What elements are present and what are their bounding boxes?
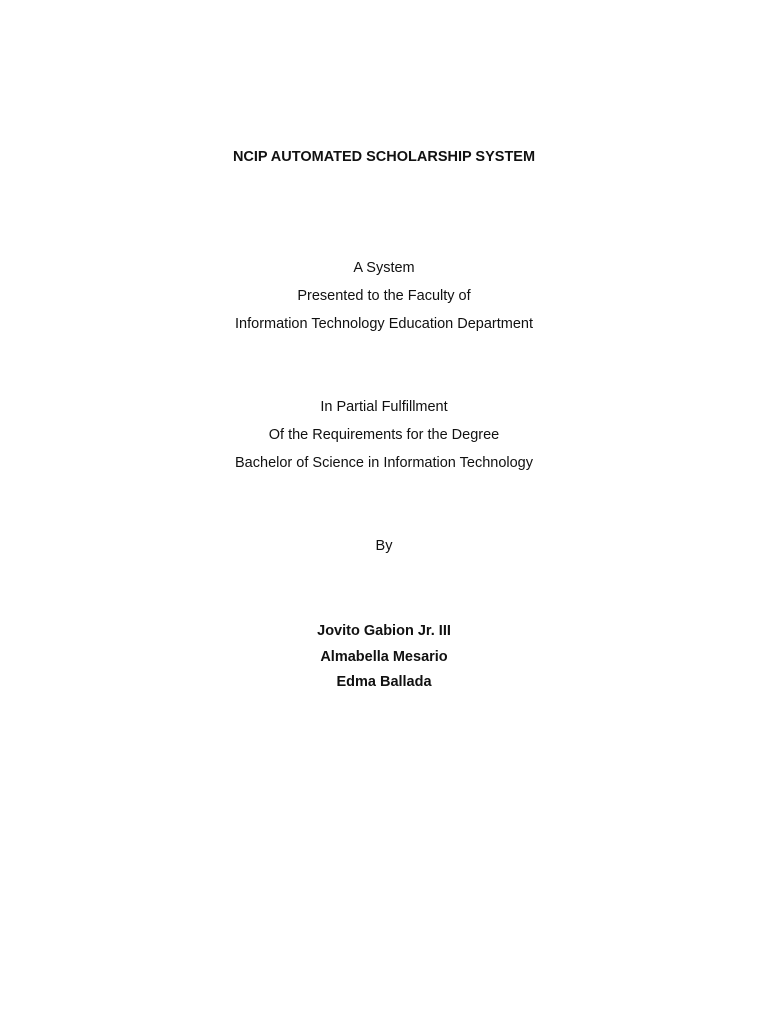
presentation-line-1: A System bbox=[353, 260, 415, 276]
author-name: Almabella Mesario bbox=[320, 649, 448, 665]
fulfillment-line-2: Of the Requirements for the Degree bbox=[268, 427, 500, 443]
presentation-line-2: Presented to the Faculty of bbox=[297, 288, 471, 304]
author-name: Jovito Gabion Jr. III bbox=[317, 623, 451, 639]
presentation-line-3: Information Technology Education Department bbox=[235, 316, 533, 332]
author-name: Edma Ballada bbox=[336, 674, 432, 690]
by-label: By bbox=[375, 538, 393, 554]
fulfillment-line-3: Bachelor of Science in Information Technology bbox=[235, 455, 533, 471]
document-title: NCIP AUTOMATED SCHOLARSHIP SYSTEM bbox=[232, 149, 536, 165]
fulfillment-line-1: In Partial Fulfillment bbox=[320, 399, 448, 415]
